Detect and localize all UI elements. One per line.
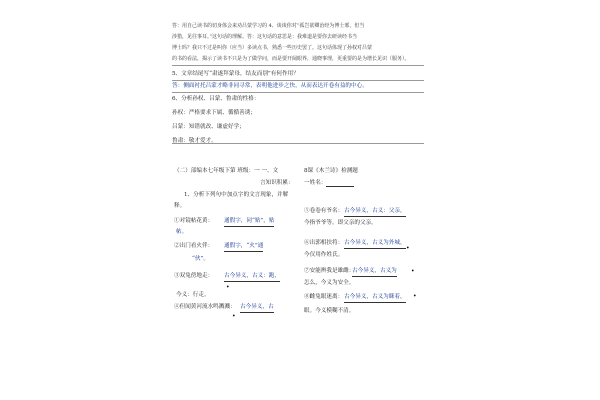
item-answer-cont: 帖。 (176, 229, 188, 235)
item-answer: 古今异义，古义为 (352, 268, 397, 277)
item-answer: 古今异义，古义为眯着， (344, 294, 406, 303)
document-page (170, 0, 430, 400)
item-answer: 古今异义，古 (240, 304, 274, 313)
item-label: ③双兔傍地走： (174, 273, 214, 279)
answer-6b: 吕蒙：知错就改、谦虚好学； (172, 124, 245, 130)
emphasis-dot: • (232, 313, 236, 320)
item-answer-cont: 今仅用作姓氏。 (304, 252, 344, 258)
name-blank[interactable] (326, 181, 354, 187)
name-label: 一姓名： (304, 180, 354, 187)
item-label: ②出门看火伴： (174, 243, 214, 249)
text-line: 涉猎，见往事耳。”这句话的理解。答：这句话的意思是：我难道是要你去研读经书当 (172, 34, 358, 40)
item-answer: 古今异义，古义：父亲， (344, 208, 406, 217)
item-answer: 通假字，同“贴”，贴 (224, 218, 274, 227)
item-label: ⑥出郭相扶将： (304, 240, 344, 246)
item-label: ⑤卷卷有爷名： (304, 208, 344, 214)
divider (172, 65, 424, 66)
emphasis-dot: • (226, 284, 230, 291)
item-answer-cont: 今指爷爷等。即父亲的父亲。 (304, 220, 377, 226)
question-1-cont: 释。 (174, 203, 186, 209)
item-label: ①对镜帖花黄： (174, 218, 214, 224)
emphasis-dot: • (413, 293, 417, 300)
emphasis-dot: • (406, 245, 410, 252)
item-answer: 古今异义，古义为外城， (344, 240, 406, 249)
item-answer-cont: “伙”。 (192, 256, 209, 262)
question-6: 6、分析孙权、吕蒙、鲁肃的性格： (172, 96, 260, 102)
section-subheading: 言知识积累： (260, 180, 294, 186)
answer-5: 答：侧面衬托吕蒙才略非同寻常，表明他进步之快，从而表达开卷有益的中心。 (172, 83, 368, 89)
item-label: ⑦安能辨我是雄雌： (304, 268, 355, 274)
item-answer: 通假字，“火”通 (224, 243, 263, 252)
item-answer-cont: 眼。今义模糊不清。 (304, 308, 355, 314)
item-label: ④但闻黄河流水鸣溅溅： (174, 304, 236, 310)
text-line: 答：用自己读书的切身体会来劝吕蒙学习的 4、谈谈你对“孤岂欲卿治经为博士邪，但当 (172, 23, 365, 29)
test-title: 8课《木兰诗》检测题 (304, 168, 358, 174)
divider (172, 143, 424, 144)
text-line: 博士吗？我只不过是叫你（应当）多读点书，熟悉一些历史罢了。这句话体现了孙权对吕蒙 (172, 45, 373, 51)
answer-6c: 鲁肃：敬才爱才。 (172, 138, 217, 144)
question-1: 1、分析下列句中加点字的文言现象，并解 (184, 192, 289, 198)
item-answer: 古今异义，古义：跑， (224, 273, 280, 282)
item-answer-cont: 今义：行走。 (176, 292, 210, 298)
divider (172, 80, 424, 81)
divider (172, 92, 424, 93)
item-label: ⑧雌兔眼迷离： (304, 294, 344, 300)
answer-6a: 孙权：严格要求下属、循循善诱； (172, 110, 256, 116)
section-heading: （二）部编本七年级下第 班级：一 一、文 (174, 168, 279, 174)
emphasis-dot: • (411, 268, 415, 275)
question-5: 5、文章结尾写“肃遂拜蒙母，结友而别”有何作用？ (172, 71, 299, 77)
text-line: 的书的看法，揭示了读书不只是为了做学问，而是要开阔眼界，通晓事理，更重要的是为增长见识（服务）。 (172, 56, 410, 62)
item-answer-cont: 怎么，今义为安全。 (304, 280, 355, 286)
